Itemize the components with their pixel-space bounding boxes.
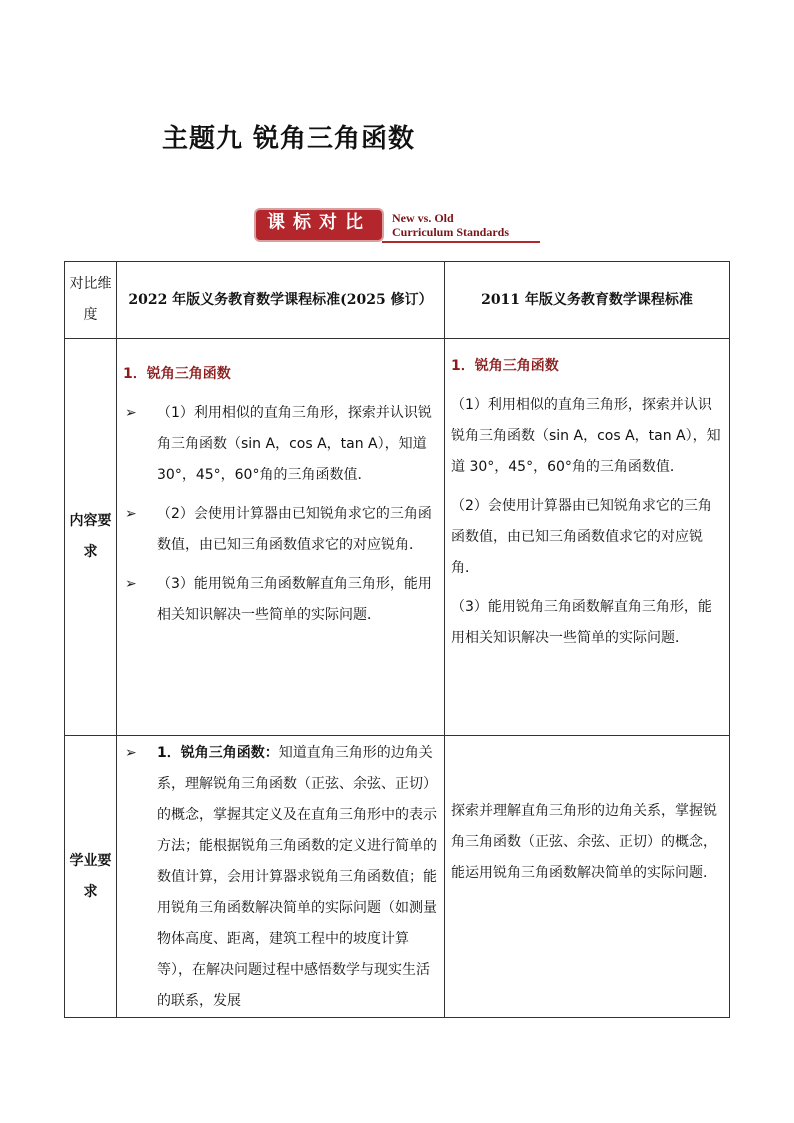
arrow-bullet-icon: ➢	[125, 506, 137, 522]
content-2022-cell	[117, 339, 445, 736]
arrow-bullet-icon: ➢	[125, 576, 137, 592]
banner-english-line1: New vs. Old	[392, 211, 454, 225]
academic-2022-bold: 1．锐角三角函数：	[157, 745, 279, 761]
academic-row	[65, 736, 730, 1018]
list-item	[123, 398, 438, 491]
academic-dim-cell: 学业要求	[65, 736, 117, 1018]
header-2022-cell: 2022 年版义务教育数学课程标准(2025 修订）	[117, 262, 445, 339]
page-title: 主题九 锐角三角函数	[162, 124, 416, 154]
banner-label: 课标对比	[267, 212, 371, 233]
header-2011-cell: 2011 年版义务教育数学课程标准	[445, 262, 730, 339]
paragraph: （2）会使用计算器由已知锐角求它的三角函数值，由已知三角函数值求它的对应锐角．	[451, 498, 712, 576]
header-dim-cell: 对比维度	[65, 262, 117, 339]
content-2011-title: 1．锐角三角函数	[451, 358, 559, 374]
banner-english	[392, 211, 509, 239]
content-2011-cell	[445, 339, 730, 736]
banner-english-line2: Curriculum Standards	[392, 225, 510, 239]
academic-2011-cell	[445, 736, 730, 1018]
academic-2011-text: 探索并理解直角三角形的边角关系，掌握锐角三角函数（正弦、余弦、正切）的概念，能运用锐角三角函数解决简单的实际问题.	[451, 803, 717, 881]
table-header-row	[65, 262, 730, 339]
list-item	[123, 738, 438, 1017]
content-2022-title: 1．锐角三角函数	[123, 366, 231, 382]
paragraph: （1）利用相似的直角三角形，探索并认识锐角三角函数（sin A，cos A，tan A），知道 30°，45°，60°角的三角函数值．	[451, 397, 721, 475]
banner-underline	[382, 241, 540, 243]
list-item-text: （2）会使用计算器由已知锐角求它的三角函数值，由已知三角函数值求它的对应锐角．	[157, 506, 432, 553]
arrow-bullet-icon: ➢	[125, 405, 137, 421]
paragraph: （3）能用锐角三角函数解直角三角形，能用相关知识解决一些简单的实际问题．	[451, 599, 712, 646]
content-row	[65, 339, 730, 736]
comparison-table	[64, 261, 730, 1018]
section-banner	[256, 208, 546, 244]
academic-2022-text: 知道直角三角形的边角关系，理解锐角三角函数（正弦、余弦、正切）的概念，掌握其定义及在直角三角形中的表示方法；能根据锐角三角函数的定义进行简单的数值计算，会用计算器求锐角三角函数值；能用锐角三角函数解决简单的实际问题（如测量物体高度、距离，建筑工程中的坡度计算等），在解决问题过程中感悟数学与现实生活的联系，发展	[157, 745, 437, 1009]
arrow-bullet-icon: ➢	[125, 745, 137, 761]
list-item	[123, 499, 438, 561]
content-dim-cell: 内容要求	[65, 339, 117, 736]
list-item	[123, 569, 438, 631]
academic-2022-cell	[117, 736, 445, 1018]
list-item-text: （3）能用锐角三角函数解直角三角形，能用相关知识解决一些简单的实际问题．	[157, 576, 432, 623]
list-item-text: （1）利用相似的直角三角形，探索并认识锐角三角函数（sin A，cos A，tan A），知道 30°，45°，60°角的三角函数值．	[157, 405, 432, 483]
